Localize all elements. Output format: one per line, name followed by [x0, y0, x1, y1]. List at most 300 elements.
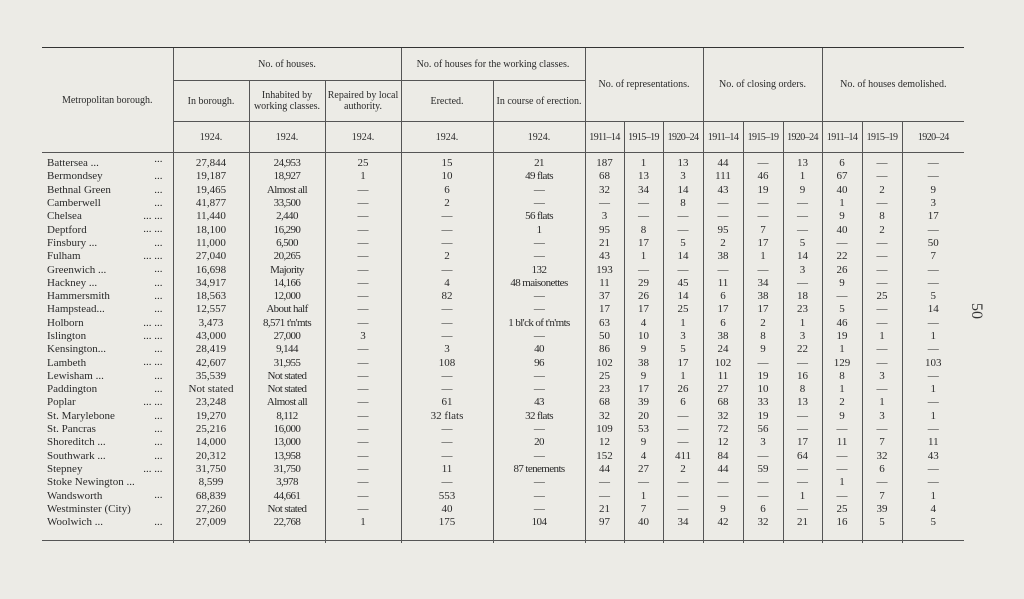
demolished-cell: 1 [902, 330, 964, 343]
demolished-cell: — [822, 450, 862, 463]
closing-orders-cell: 64 [783, 450, 822, 463]
closing-orders-cell: — [743, 450, 783, 463]
in-course-cell: — [493, 330, 585, 343]
leader-dots: ... ... [143, 462, 163, 475]
representations-cell: 17 [585, 303, 624, 316]
erected-cell: 108 [401, 356, 493, 369]
inhabited-cell: 9,144 [249, 343, 325, 356]
inhabited-cell: Not stated [249, 370, 325, 383]
table-row [42, 250, 964, 263]
closing-orders-cell: 32 [703, 410, 743, 423]
repaired-cell: — [325, 250, 401, 263]
erected-cell: 3 [401, 343, 493, 356]
representations-cell: 3 [663, 330, 703, 343]
header-closing-group: No. of closing orders. [703, 48, 822, 122]
in-borough-cell: 27,040 [173, 250, 249, 263]
representations-cell: 95 [585, 223, 624, 236]
inhabited-cell: 6,500 [249, 237, 325, 250]
closing-orders-cell: 19 [743, 184, 783, 197]
borough-cell [42, 184, 173, 197]
repaired-cell: — [325, 450, 401, 463]
in-course-cell: — [493, 250, 585, 263]
closing-orders-cell: — [783, 503, 822, 516]
representations-cell: 29 [624, 277, 663, 290]
inhabited-cell: 8,571 t'n'mts [249, 317, 325, 330]
representations-cell: 25 [663, 303, 703, 316]
borough-cell [42, 223, 173, 236]
demolished-cell: 26 [822, 263, 862, 276]
representations-cell: 17 [624, 383, 663, 396]
closing-orders-cell: — [703, 476, 743, 489]
erected-cell: 15 [401, 153, 493, 171]
representations-cell: — [624, 476, 663, 489]
representations-cell: 187 [585, 153, 624, 171]
borough-name: Bethnal Green [47, 183, 111, 196]
header-in-borough: In borough. [173, 81, 249, 122]
representations-cell: 21 [585, 237, 624, 250]
representations-cell: — [585, 489, 624, 502]
leader-dots: ... [154, 383, 163, 396]
closing-orders-cell: — [783, 223, 822, 236]
demolished-cell: 1 [822, 197, 862, 210]
borough-name: Chelsea [47, 210, 82, 223]
table-row [42, 237, 964, 250]
representations-cell: 13 [624, 170, 663, 183]
demolished-cell: 25 [822, 503, 862, 516]
repaired-cell: — [325, 303, 401, 316]
leader-dots: ... [154, 183, 163, 196]
demolished-cell: 9 [822, 277, 862, 290]
representations-cell: 9 [624, 370, 663, 383]
table-row [42, 330, 964, 343]
demolished-cell: — [902, 170, 964, 183]
erected-cell: — [401, 237, 493, 250]
demolished-cell: — [822, 463, 862, 476]
representations-cell: 32 [585, 184, 624, 197]
demolished-cell: — [862, 423, 902, 436]
demolished-cell: 4 [902, 503, 964, 516]
leader-dots: ... [154, 289, 163, 302]
table-row [42, 303, 964, 316]
housing-statistics-page [42, 47, 964, 543]
closing-orders-cell: 59 [743, 463, 783, 476]
inhabited-cell: 13,958 [249, 450, 325, 463]
closing-orders-cell: — [743, 263, 783, 276]
in-course-cell: — [493, 383, 585, 396]
repaired-cell: 1 [325, 170, 401, 183]
closing-orders-cell: 10 [743, 383, 783, 396]
borough-cell [42, 423, 173, 436]
representations-cell: 14 [663, 184, 703, 197]
header-period: 1911–14 [822, 122, 862, 153]
erected-cell: 2 [401, 250, 493, 263]
in-borough-cell: 28,419 [173, 343, 249, 356]
in-borough-cell: 41,877 [173, 197, 249, 210]
table-row [42, 290, 964, 303]
closing-orders-cell: 17 [783, 436, 822, 449]
closing-orders-cell: 12 [703, 436, 743, 449]
demolished-cell: 19 [822, 330, 862, 343]
representations-cell: — [663, 423, 703, 436]
closing-orders-cell: 111 [703, 170, 743, 183]
erected-cell: — [401, 436, 493, 449]
in-course-cell: 104 [493, 516, 585, 541]
table-row [42, 170, 964, 183]
inhabited-cell: Not stated [249, 383, 325, 396]
demolished-cell: 5 [902, 516, 964, 541]
borough-name: Shoreditch ... [47, 436, 106, 449]
closing-orders-cell: 9 [743, 343, 783, 356]
demolished-cell: 39 [862, 503, 902, 516]
in-course-cell: 1 bl'ck of t'n'mts [493, 317, 585, 330]
repaired-cell: — [325, 476, 401, 489]
closing-orders-cell: 9 [703, 503, 743, 516]
table-row [42, 450, 964, 463]
table-row [42, 503, 964, 516]
closing-orders-cell: 16 [783, 370, 822, 383]
closing-orders-cell: 38 [743, 290, 783, 303]
inhabited-cell: 18,927 [249, 170, 325, 183]
representations-cell: 14 [663, 250, 703, 263]
closing-orders-cell: 17 [743, 303, 783, 316]
borough-cell [42, 153, 173, 171]
demolished-cell: — [862, 356, 902, 369]
demolished-cell: 46 [822, 317, 862, 330]
borough-cell [42, 277, 173, 290]
demolished-cell: 1 [902, 489, 964, 502]
demolished-cell: — [902, 476, 964, 489]
demolished-cell: 3 [862, 410, 902, 423]
borough-name: Southwark ... [47, 449, 106, 462]
demolished-cell: — [862, 197, 902, 210]
closing-orders-cell: 38 [703, 250, 743, 263]
repaired-cell: — [325, 503, 401, 516]
repaired-cell: — [325, 184, 401, 197]
closing-orders-cell: 21 [783, 516, 822, 541]
closing-orders-cell: 84 [703, 450, 743, 463]
demolished-cell: 3 [902, 197, 964, 210]
in-course-cell: 1 [493, 223, 585, 236]
header-period: 1915–19 [743, 122, 783, 153]
closing-orders-cell: 27 [703, 383, 743, 396]
in-borough-cell: 23,248 [173, 396, 249, 409]
demolished-cell: 2 [862, 184, 902, 197]
closing-orders-cell: 3 [783, 263, 822, 276]
closing-orders-cell: 6 [703, 317, 743, 330]
borough-cell [42, 250, 173, 263]
closing-orders-cell: 17 [743, 237, 783, 250]
demolished-cell: 129 [822, 356, 862, 369]
leader-dots: ... [154, 516, 163, 529]
demolished-cell: 1 [862, 396, 902, 409]
erected-cell: 61 [401, 396, 493, 409]
closing-orders-cell: — [783, 423, 822, 436]
representations-cell: 53 [624, 423, 663, 436]
table-row [42, 356, 964, 369]
erected-cell: 6 [401, 184, 493, 197]
representations-cell: 2 [663, 463, 703, 476]
representations-cell: 86 [585, 343, 624, 356]
in-borough-cell: Not stated [173, 383, 249, 396]
closing-orders-cell: 72 [703, 423, 743, 436]
in-course-cell: — [493, 489, 585, 502]
borough-name: Stepney [47, 462, 83, 475]
demolished-cell: 32 [862, 450, 902, 463]
closing-orders-cell: 34 [743, 277, 783, 290]
representations-cell: — [663, 263, 703, 276]
closing-orders-cell: 56 [743, 423, 783, 436]
representations-cell: 3 [663, 170, 703, 183]
inhabited-cell: Not stated [249, 503, 325, 516]
borough-cell [42, 197, 173, 210]
table-row [42, 383, 964, 396]
representations-cell: 4 [624, 317, 663, 330]
closing-orders-cell: — [703, 263, 743, 276]
inhabited-cell: 2,440 [249, 210, 325, 223]
erected-cell: 11 [401, 463, 493, 476]
leader-dots: ... [154, 343, 163, 356]
closing-orders-cell: 44 [703, 153, 743, 171]
leader-dots: ... ... [143, 329, 163, 342]
representations-cell: 39 [624, 396, 663, 409]
in-course-cell: — [493, 503, 585, 516]
representations-cell: 109 [585, 423, 624, 436]
leader-dots: ... [154, 196, 163, 209]
representations-cell: 43 [585, 250, 624, 263]
leader-dots: ... ... [143, 396, 163, 409]
in-borough-cell: 19,270 [173, 410, 249, 423]
borough-name: Finsbury ... [47, 236, 98, 249]
borough-name: Deptford [47, 223, 87, 236]
header-period: 1920–24 [902, 122, 964, 153]
closing-orders-cell: — [743, 356, 783, 369]
in-course-cell: — [493, 476, 585, 489]
representations-cell: 12 [585, 436, 624, 449]
demolished-cell: 6 [862, 463, 902, 476]
demolished-cell: — [822, 290, 862, 303]
borough-cell [42, 263, 173, 276]
borough-name: Poplar [47, 396, 76, 409]
inhabited-cell: About half [249, 303, 325, 316]
closing-orders-cell: — [743, 197, 783, 210]
borough-name: Hammersmith [47, 290, 110, 303]
borough-cell [42, 370, 173, 383]
in-borough-cell: 19,465 [173, 184, 249, 197]
leader-dots: ... [154, 409, 163, 422]
table-row [42, 317, 964, 330]
representations-cell: 5 [663, 343, 703, 356]
leader-dots: ... [154, 422, 163, 435]
borough-cell [42, 237, 173, 250]
in-course-cell: 96 [493, 356, 585, 369]
closing-orders-cell: 13 [783, 153, 822, 171]
header-working-group: No. of houses for the working classes. [401, 48, 585, 81]
leader-dots: ... [154, 236, 163, 249]
closing-orders-cell: 43 [703, 184, 743, 197]
demolished-cell: 5 [902, 290, 964, 303]
representations-cell: — [585, 476, 624, 489]
representations-cell: — [663, 436, 703, 449]
demolished-cell: 43 [902, 450, 964, 463]
borough-cell [42, 170, 173, 183]
closing-orders-cell: 42 [703, 516, 743, 541]
inhabited-cell: 31,955 [249, 356, 325, 369]
in-course-cell: 32 flats [493, 410, 585, 423]
representations-cell: 27 [624, 463, 663, 476]
inhabited-cell: Majority [249, 263, 325, 276]
closing-orders-cell: — [703, 489, 743, 502]
closing-orders-cell: 102 [703, 356, 743, 369]
table-row [42, 210, 964, 223]
demolished-cell: 103 [902, 356, 964, 369]
demolished-cell: 1 [822, 476, 862, 489]
representations-cell: 9 [624, 343, 663, 356]
borough-name: Fulham [47, 250, 81, 263]
demolished-cell: — [902, 277, 964, 290]
demolished-cell: — [902, 343, 964, 356]
demolished-cell: 40 [822, 184, 862, 197]
demolished-cell: — [862, 153, 902, 171]
closing-orders-cell: — [743, 489, 783, 502]
borough-name: St. Marylebone [47, 409, 115, 422]
erected-cell: — [401, 317, 493, 330]
representations-cell: 8 [663, 197, 703, 210]
representations-cell: — [663, 476, 703, 489]
erected-cell: — [401, 223, 493, 236]
demolished-cell: 50 [902, 237, 964, 250]
representations-cell: 13 [663, 153, 703, 171]
closing-orders-cell: 14 [783, 250, 822, 263]
representations-cell: 37 [585, 290, 624, 303]
repaired-cell: — [325, 290, 401, 303]
borough-name: Wandsworth [47, 489, 103, 502]
closing-orders-cell: 9 [783, 184, 822, 197]
in-borough-cell: 16,698 [173, 263, 249, 276]
closing-orders-cell: 2 [743, 317, 783, 330]
in-borough-cell: 12,557 [173, 303, 249, 316]
in-borough-cell: 25,216 [173, 423, 249, 436]
table-row [42, 370, 964, 383]
header-year: 1924. [249, 122, 325, 153]
in-borough-cell: 42,607 [173, 356, 249, 369]
demolished-cell: — [862, 303, 902, 316]
erected-cell: 32 flats [401, 410, 493, 423]
erected-cell: — [401, 263, 493, 276]
representations-cell: — [663, 503, 703, 516]
erected-cell: — [401, 383, 493, 396]
demolished-cell: 8 [862, 210, 902, 223]
borough-cell [42, 303, 173, 316]
closing-orders-cell: 6 [703, 290, 743, 303]
in-borough-cell: 31,750 [173, 463, 249, 476]
representations-cell: 97 [585, 516, 624, 541]
borough-name: Battersea ... [47, 157, 99, 170]
demolished-cell: — [822, 489, 862, 502]
closing-orders-cell: 1 [783, 489, 822, 502]
leader-dots: ... [154, 153, 163, 165]
representations-cell: 63 [585, 317, 624, 330]
borough-cell [42, 450, 173, 463]
demolished-cell: — [862, 263, 902, 276]
representations-cell: 17 [663, 356, 703, 369]
in-course-cell: 49 flats [493, 170, 585, 183]
representations-cell: 40 [624, 516, 663, 541]
demolished-cell: 17 [902, 210, 964, 223]
header-period: 1915–19 [624, 122, 663, 153]
demolished-cell: 7 [902, 250, 964, 263]
closing-orders-cell: 3 [783, 330, 822, 343]
table-row [42, 410, 964, 423]
borough-name: Hackney ... [47, 276, 98, 289]
representations-cell: 17 [624, 237, 663, 250]
borough-name: Camberwell [47, 197, 101, 210]
repaired-cell: — [325, 396, 401, 409]
representations-cell: 1 [663, 317, 703, 330]
inhabited-cell: 14,166 [249, 277, 325, 290]
in-borough-cell: 20,312 [173, 450, 249, 463]
closing-orders-cell: — [783, 476, 822, 489]
representations-cell: 1 [624, 489, 663, 502]
erected-cell: — [401, 330, 493, 343]
in-borough-cell: 27,844 [173, 153, 249, 171]
closing-orders-cell: 44 [703, 463, 743, 476]
closing-orders-cell: — [743, 153, 783, 171]
inhabited-cell: Almost all [249, 184, 325, 197]
borough-cell [42, 436, 173, 449]
inhabited-cell: 27,000 [249, 330, 325, 343]
representations-cell: 4 [624, 450, 663, 463]
leader-dots: ... ... [143, 210, 163, 223]
demolished-cell: — [862, 237, 902, 250]
header-repaired: Repaired by local authority. [325, 81, 401, 122]
demolished-cell: — [902, 263, 964, 276]
representations-cell: 411 [663, 450, 703, 463]
in-course-cell: 87 tenements [493, 463, 585, 476]
table-row [42, 463, 964, 476]
leader-dots: ... [154, 263, 163, 276]
table-row [42, 343, 964, 356]
representations-cell: 7 [624, 503, 663, 516]
closing-orders-cell: 68 [703, 396, 743, 409]
closing-orders-cell: 1 [743, 250, 783, 263]
inhabited-cell: 12,000 [249, 290, 325, 303]
table-row [42, 223, 964, 236]
demolished-cell: — [902, 317, 964, 330]
representations-cell: — [624, 197, 663, 210]
representations-cell: 17 [624, 303, 663, 316]
demolished-cell: — [902, 396, 964, 409]
borough-name: Lambeth [47, 356, 87, 369]
leader-dots: ... [154, 369, 163, 382]
demolished-cell: — [902, 423, 964, 436]
closing-orders-cell: 13 [783, 396, 822, 409]
header-in-course: In course of erection. [493, 81, 585, 122]
borough-cell [42, 503, 173, 516]
borough-cell [42, 489, 173, 502]
in-course-cell: 132 [493, 263, 585, 276]
repaired-cell: — [325, 356, 401, 369]
representations-cell: 14 [663, 290, 703, 303]
representations-cell: 38 [624, 356, 663, 369]
closing-orders-cell: — [783, 410, 822, 423]
demolished-cell: — [862, 476, 902, 489]
representations-cell: — [663, 489, 703, 502]
in-borough-cell: 3,473 [173, 317, 249, 330]
repaired-cell: — [325, 463, 401, 476]
borough-name: Kensington... [47, 343, 106, 356]
borough-cell [42, 330, 173, 343]
demolished-cell: 11 [822, 436, 862, 449]
